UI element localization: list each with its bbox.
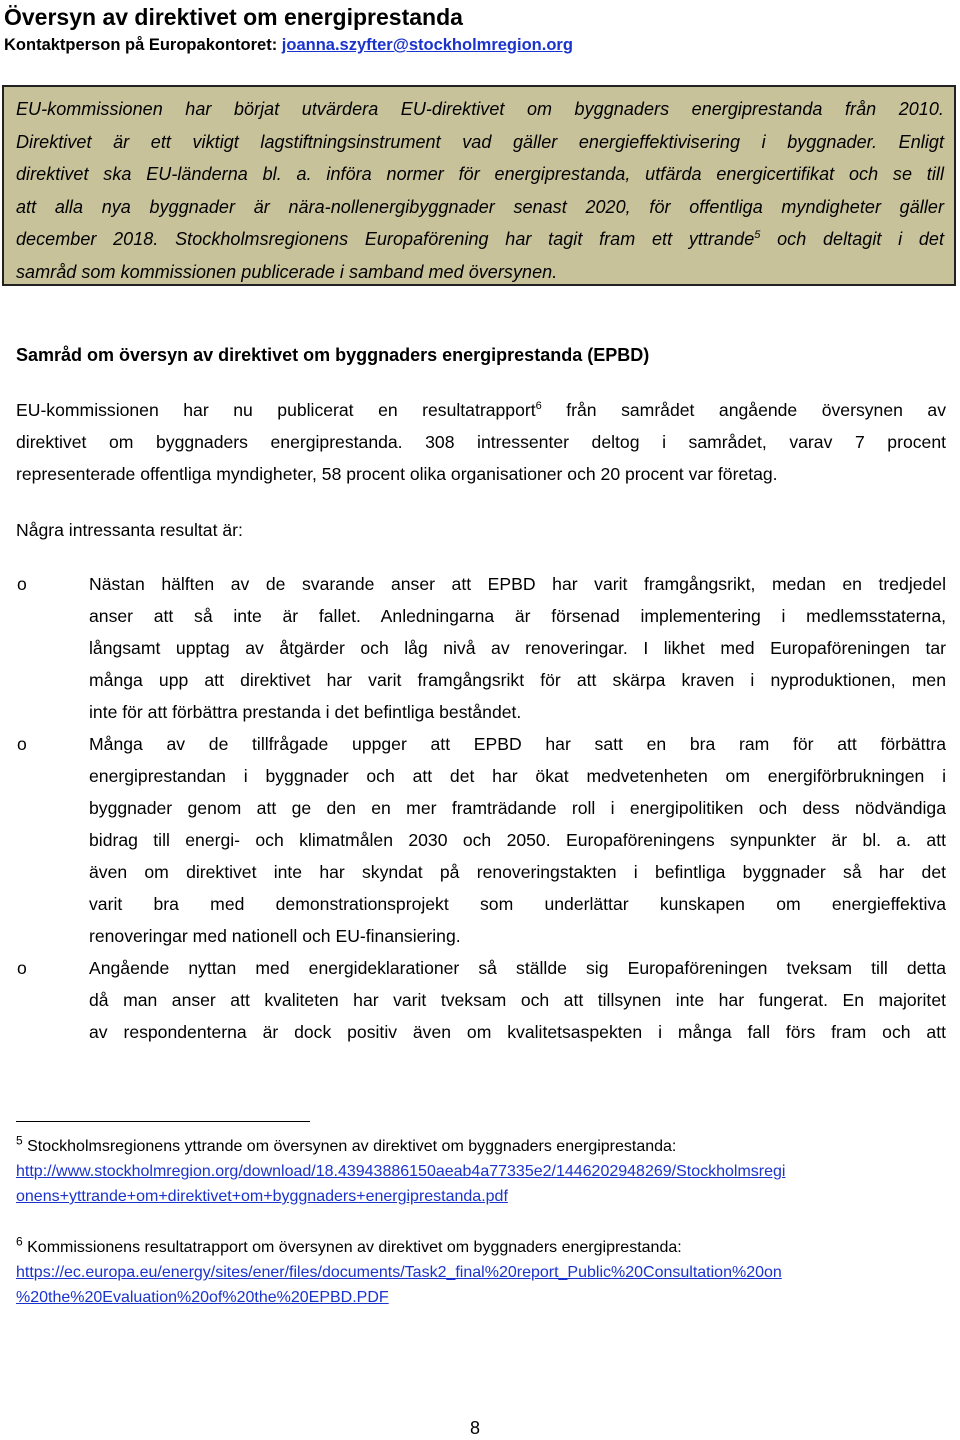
footnote-text: Kommissionens resultatrapport om översynen av direktivet om byggnaders energiprestanda: bbox=[22, 1239, 682, 1256]
footnote-5 bbox=[16, 1134, 946, 1209]
paragraph-line: representerade offentliga myndigheter, 58 procent olika organisationer och 20 procent var företag. bbox=[16, 464, 778, 484]
list-item-line: Angående nyttan med energideklarationer så ställde sig Europaföreningen tveksam till detta bbox=[89, 958, 946, 978]
document-title: Översyn av direktivet om energiprestanda bbox=[4, 4, 463, 30]
list-item-line: energiprestandan i byggnader och att det har ökat medvetenheten om energiförbrukningen i bbox=[89, 766, 946, 786]
intro-line: att alla nya byggnader är nära-nollenergibyggnader senast 2020, för offentliga myndigheter gäller bbox=[16, 196, 944, 217]
list-item-line: inte för att förbättra prestanda i det befintliga beståndet. bbox=[89, 702, 522, 722]
list-item bbox=[16, 728, 946, 952]
footnote-ref-5[interactable]: 5 bbox=[754, 229, 761, 241]
list-item-line: då man anser att kvaliteten har varit tveksam och att tillsynen inte har fungerat. En majoritet bbox=[89, 990, 946, 1010]
footnote-link-line[interactable]: https://ec.europa.eu/energy/sites/ener/files/documents/Task2_final%20report_Public%20Consultation%20on bbox=[16, 1264, 782, 1281]
footnote-ref-6[interactable]: 6 bbox=[535, 400, 542, 413]
bullet-marker: o bbox=[17, 958, 27, 978]
footnote-text-line bbox=[16, 1235, 946, 1260]
footnote-text: Stockholmsregionens yttrande om översynen av direktivet om byggnaders energiprestanda: bbox=[22, 1138, 677, 1155]
intro-line: direktivet ska EU-länderna bl. a. införa normer för energiprestanda, utfärda energicertifikat och se till bbox=[16, 164, 944, 184]
list-item-line: bidrag till energi- och klimatmålen 2030 och 2050. Europaföreningens synpunkter är bl. a. att bbox=[89, 830, 946, 850]
intro-line-tail: och deltagit i det bbox=[760, 229, 944, 249]
list-item-line: många upp att direktivet har varit framgångsrikt för att skärpa kraven i nyproduktionen, men bbox=[89, 670, 946, 690]
list-item-line: Nästan hälften av de svarande anser att EPBD har varit framgångsrikt, medan en tredjedel bbox=[89, 574, 946, 594]
list-item-line: Många av de tillfrågade uppger att EPBD har satt en bra ram för att förbättra bbox=[89, 734, 946, 754]
paragraph-line: direktivet om byggnaders energiprestanda. 308 intressenter deltog i samrådet, varav 7 procent bbox=[16, 432, 946, 452]
section-paragraph bbox=[16, 394, 946, 490]
intro-line: EU-kommissionen har börjat utvärdera EU-direktivet om byggnaders energiprestanda från 2010. bbox=[16, 99, 944, 119]
results-intro: Några intressanta resultat är: bbox=[16, 520, 243, 540]
list-item bbox=[16, 952, 946, 1048]
intro-line-text: december 2018. Stockholmsregionens Europaförening har tagit fram ett yttrande bbox=[16, 229, 755, 249]
footnote-number: 5 bbox=[16, 1133, 23, 1148]
paragraph-line-start: EU-kommissionen har nu publicerat en resultatrapport bbox=[16, 400, 536, 420]
paragraph-line-tail: från samrådet angående översynen av bbox=[541, 400, 946, 420]
page-number: 8 bbox=[470, 1418, 481, 1438]
bullet-marker: o bbox=[17, 574, 27, 594]
contact-email-link[interactable]: joanna.szyfter@stockholmregion.org bbox=[281, 36, 573, 54]
bullet-marker: o bbox=[17, 734, 27, 754]
footnote-number: 6 bbox=[16, 1234, 23, 1249]
footnote-separator bbox=[16, 1121, 310, 1122]
paragraph-line-with-footnote bbox=[16, 394, 946, 426]
intro-summary-box bbox=[2, 85, 956, 286]
list-item-line: varit bra med demonstrationsprojekt som underlättar kunskapen om energieffektiva bbox=[89, 894, 946, 914]
list-item-line: av respondenterna är dock positiv även om kvalitetsaspekten i många fall förs fram och att bbox=[89, 1022, 946, 1042]
intro-line: samråd som kommissionen publicerade i samband med översynen. bbox=[16, 261, 558, 282]
contact-label: Kontaktperson på Europakontoret: bbox=[4, 36, 278, 54]
footnote-link-line[interactable]: onens+yttrande+om+direktivet+om+byggnaders+energiprestanda.pdf bbox=[16, 1188, 508, 1205]
footnote-link-line[interactable]: %20the%20Evaluation%20of%20the%20EPBD.PDF bbox=[16, 1289, 389, 1306]
list-item-line: renoveringar med nationell och EU-finansiering. bbox=[89, 926, 461, 946]
list-item bbox=[16, 568, 946, 728]
section-heading: Samråd om översyn av direktivet om byggnaders energiprestanda (EPBD) bbox=[16, 345, 650, 365]
results-list bbox=[16, 568, 946, 1048]
footnote-link-line[interactable]: http://www.stockholmregion.org/download/18.43943886150aeab4a77335e2/1446202948269/Stockholmsregi bbox=[16, 1163, 786, 1180]
list-item-line: även om direktivet inte har skyndat på renoveringstakten i befintliga byggnader så har det bbox=[89, 862, 946, 882]
footnote-text-line bbox=[16, 1134, 946, 1159]
contact-line bbox=[4, 34, 573, 56]
intro-line-with-footnote bbox=[16, 223, 944, 256]
footnote-6 bbox=[16, 1235, 946, 1310]
intro-line: Direktivet är ett viktigt lagstiftningsinstrument vad gäller energieffektivisering i byggnader. Enligt bbox=[16, 131, 944, 152]
list-item-line: anser att så inte är fallet. Anledningarna är försenad implementering i medlemsstaterna, bbox=[89, 606, 946, 626]
list-item-line: byggnader genom att ge den en mer framträdande roll i energipolitiken och dess nödvändiga bbox=[89, 798, 946, 818]
list-item-line: långsamt upptag av åtgärder och låg nivå av renoveringar. I likhet med Europaföreningen tar bbox=[89, 638, 946, 658]
